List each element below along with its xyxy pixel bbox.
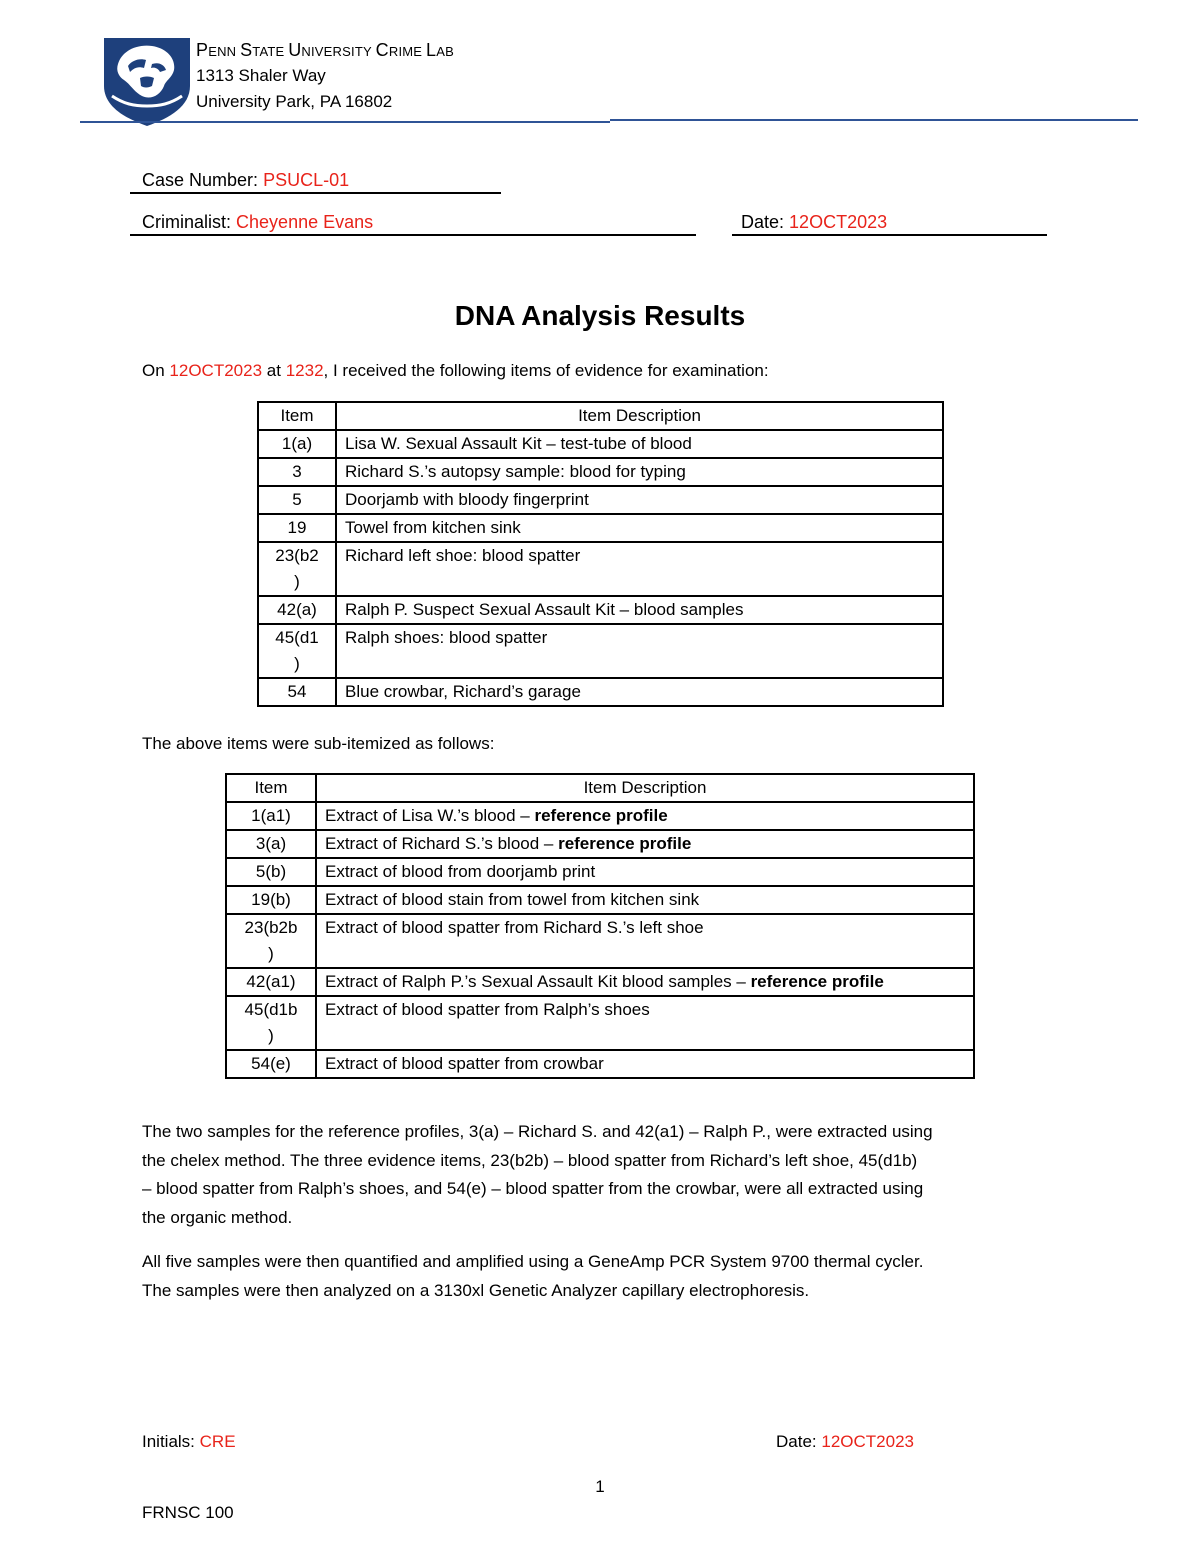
item-description: [336, 678, 943, 706]
table-row: [258, 596, 943, 624]
lab-address-line2: University Park, PA 16802: [196, 92, 393, 111]
extraction-paragraph: [142, 1118, 1142, 1232]
lab-name-rest: TATE: [252, 44, 289, 59]
evidence-table: [257, 401, 944, 707]
item-number: 42(a1): [226, 968, 316, 996]
item-number: 1(a1): [226, 802, 316, 830]
page-number: 1: [595, 1477, 605, 1496]
table-row: [226, 914, 974, 968]
criminalist-value: Cheyenne Evans: [236, 212, 374, 232]
table-row: [226, 1050, 974, 1078]
item-description-text: Doorjamb with bloody fingerprint: [345, 490, 589, 509]
item-description: [316, 914, 974, 968]
initials-label: Initials:: [142, 1432, 195, 1451]
date-field: [741, 212, 887, 233]
item-description-text: Extract of blood spatter from crowbar: [325, 1054, 604, 1073]
item-description: [316, 996, 974, 1050]
reference-profile-tag: reference profile: [558, 834, 692, 853]
case-number-label: Case Number:: [142, 170, 259, 190]
item-description-text: Richard left shoe: blood spatter: [345, 546, 581, 565]
item-description-text: Lisa W. Sexual Assault Kit – test-tube of blood: [345, 434, 692, 453]
paragraph-line: the organic method.: [142, 1207, 293, 1227]
lab-name-rest: ENN: [208, 44, 241, 59]
item-description-text: Blue crowbar, Richard’s garage: [345, 682, 581, 701]
item-description-text: Extract of blood spatter from Ralph’s shoes: [325, 1000, 650, 1019]
footer-date: [776, 1428, 914, 1457]
header-item: Item: [226, 774, 316, 802]
table-row: [226, 968, 974, 996]
reference-profile-tag: reference profile: [750, 972, 884, 991]
lab-name-rest: NIVERSITY: [301, 44, 376, 59]
lab-name-rest: AB: [436, 44, 454, 59]
course-code: FRNSC 100: [142, 1503, 234, 1522]
reference-profile-tag: reference profile: [534, 806, 668, 825]
lab-name-initial: P: [196, 40, 209, 60]
header-rule-left: [80, 121, 610, 123]
case-number-value: PSUCL-01: [263, 170, 350, 190]
item-description: [336, 624, 943, 678]
date-label: Date:: [741, 212, 785, 232]
paragraph-line: the chelex method. The three evidence items, 23(b2b) – blood spatter from Richard’s left shoe, 45(d1b): [142, 1150, 918, 1170]
item-number: 45(d1b ): [226, 996, 316, 1050]
lab-name: [196, 40, 454, 61]
item-description-text: Extract of Richard S.’s blood –: [325, 834, 559, 853]
item-description-text: Extract of Lisa W.’s blood –: [325, 806, 535, 825]
table-row: [258, 542, 943, 596]
item-number: 3(a): [226, 830, 316, 858]
intro-rest: , I received the following items of evidence for examination:: [323, 361, 769, 380]
item-description-text: Richard S.’s autopsy sample: blood for typing: [345, 462, 686, 481]
item-description: [316, 802, 974, 830]
lab-name-initial: S: [240, 40, 253, 60]
item-description-text: Ralph shoes: blood spatter: [345, 628, 548, 647]
initials-value: CRE: [199, 1432, 236, 1451]
item-description: [316, 830, 974, 858]
item-description: [336, 430, 943, 458]
case-number-underline: [130, 192, 501, 194]
paragraph-line: – blood spatter from Ralph’s shoes, and 54(e) – blood spatter from the crowbar, were all extracted using: [142, 1179, 924, 1198]
item-number: 1(a): [258, 430, 336, 458]
date-underline: [732, 234, 1047, 236]
table-row: [258, 678, 943, 706]
item-number: 23(b2 ): [258, 542, 336, 596]
table-row: [258, 430, 943, 458]
item-number: 54: [258, 678, 336, 706]
header-description: Item Description: [316, 774, 974, 802]
footer-date-value: 12OCT2023: [821, 1432, 914, 1451]
item-number: 54(e): [226, 1050, 316, 1078]
header-item: Item: [258, 402, 336, 430]
intro-time: 1232: [285, 361, 324, 380]
item-number: 45(d1 ): [258, 624, 336, 678]
intro-at: at: [266, 361, 281, 380]
item-description-text: Extract of blood spatter from Richard S.’s left shoe: [325, 918, 704, 937]
item-description-text: Extract of Ralph P.’s Sexual Assault Kit blood samples –: [325, 972, 751, 991]
footer-initials: [142, 1428, 236, 1457]
item-description: [336, 542, 943, 596]
criminalist-underline: [130, 234, 696, 236]
item-description: [316, 858, 974, 886]
lab-address-line1: 1313 Shaler Way: [196, 66, 326, 85]
criminalist-label: Criminalist:: [142, 212, 232, 232]
header-rule-right: [610, 119, 1138, 121]
intro-on: On: [142, 361, 165, 380]
item-number: 42(a): [258, 596, 336, 624]
item-description: [336, 458, 943, 486]
item-description-text: Extract of blood from doorjamb print: [325, 862, 596, 881]
item-number: 19(b): [226, 886, 316, 914]
penn-state-logo-icon: [104, 34, 190, 126]
footer-date-label: Date:: [776, 1432, 817, 1451]
table-row: [226, 996, 974, 1050]
item-description: [336, 514, 943, 542]
table-row: [258, 458, 943, 486]
item-description: [336, 486, 943, 514]
table-row: [258, 624, 943, 678]
table-row: [226, 802, 974, 830]
date-value: 12OCT2023: [789, 212, 888, 232]
paragraph-line: The two samples for the reference profiles, 3(a) – Richard S. and 42(a1) – Ralph P., were extracted using: [142, 1122, 933, 1141]
item-description: [316, 886, 974, 914]
header-description: Item Description: [336, 402, 943, 430]
lab-name-initial: U: [288, 40, 302, 60]
table-row: [226, 858, 974, 886]
item-description-text: Extract of blood stain from towel from kitchen sink: [325, 890, 700, 909]
lab-name-rest: RIME: [388, 44, 426, 59]
item-number: 5(b): [226, 858, 316, 886]
page-title: DNA Analysis Results: [454, 300, 746, 331]
item-number: 5: [258, 486, 336, 514]
item-description: [316, 1050, 974, 1078]
analysis-paragraph: [142, 1248, 1142, 1305]
table-row: [258, 486, 943, 514]
item-number: 3: [258, 458, 336, 486]
item-description: [336, 596, 943, 624]
table-row: [258, 514, 943, 542]
lab-name-initial: L: [425, 40, 437, 60]
item-description-text: Ralph P. Suspect Sexual Assault Kit – blood samples: [345, 600, 744, 619]
sub-item-table: [225, 773, 975, 1079]
lab-name-initial: C: [375, 40, 389, 60]
table-row: [226, 886, 974, 914]
item-number: 19: [258, 514, 336, 542]
table-header-row: [258, 402, 943, 430]
paragraph-line: All five samples were then quantified and amplified using a GeneAmp PCR System 9700 thermal cycler.: [142, 1252, 924, 1271]
item-number: 23(b2b ): [226, 914, 316, 968]
case-number-field: [142, 170, 349, 191]
sub-itemized-intro: The above items were sub-itemized as follows:: [142, 734, 495, 753]
table-row: [226, 830, 974, 858]
criminalist-field: [142, 212, 373, 233]
intro-sentence: [142, 357, 769, 386]
item-description-text: Towel from kitchen sink: [345, 518, 521, 537]
table-header-row: [226, 774, 974, 802]
intro-date: 12OCT2023: [169, 361, 263, 380]
item-description: [316, 968, 974, 996]
paragraph-line: The samples were then analyzed on a 3130xl Genetic Analyzer capillary electrophoresis.: [142, 1280, 810, 1300]
